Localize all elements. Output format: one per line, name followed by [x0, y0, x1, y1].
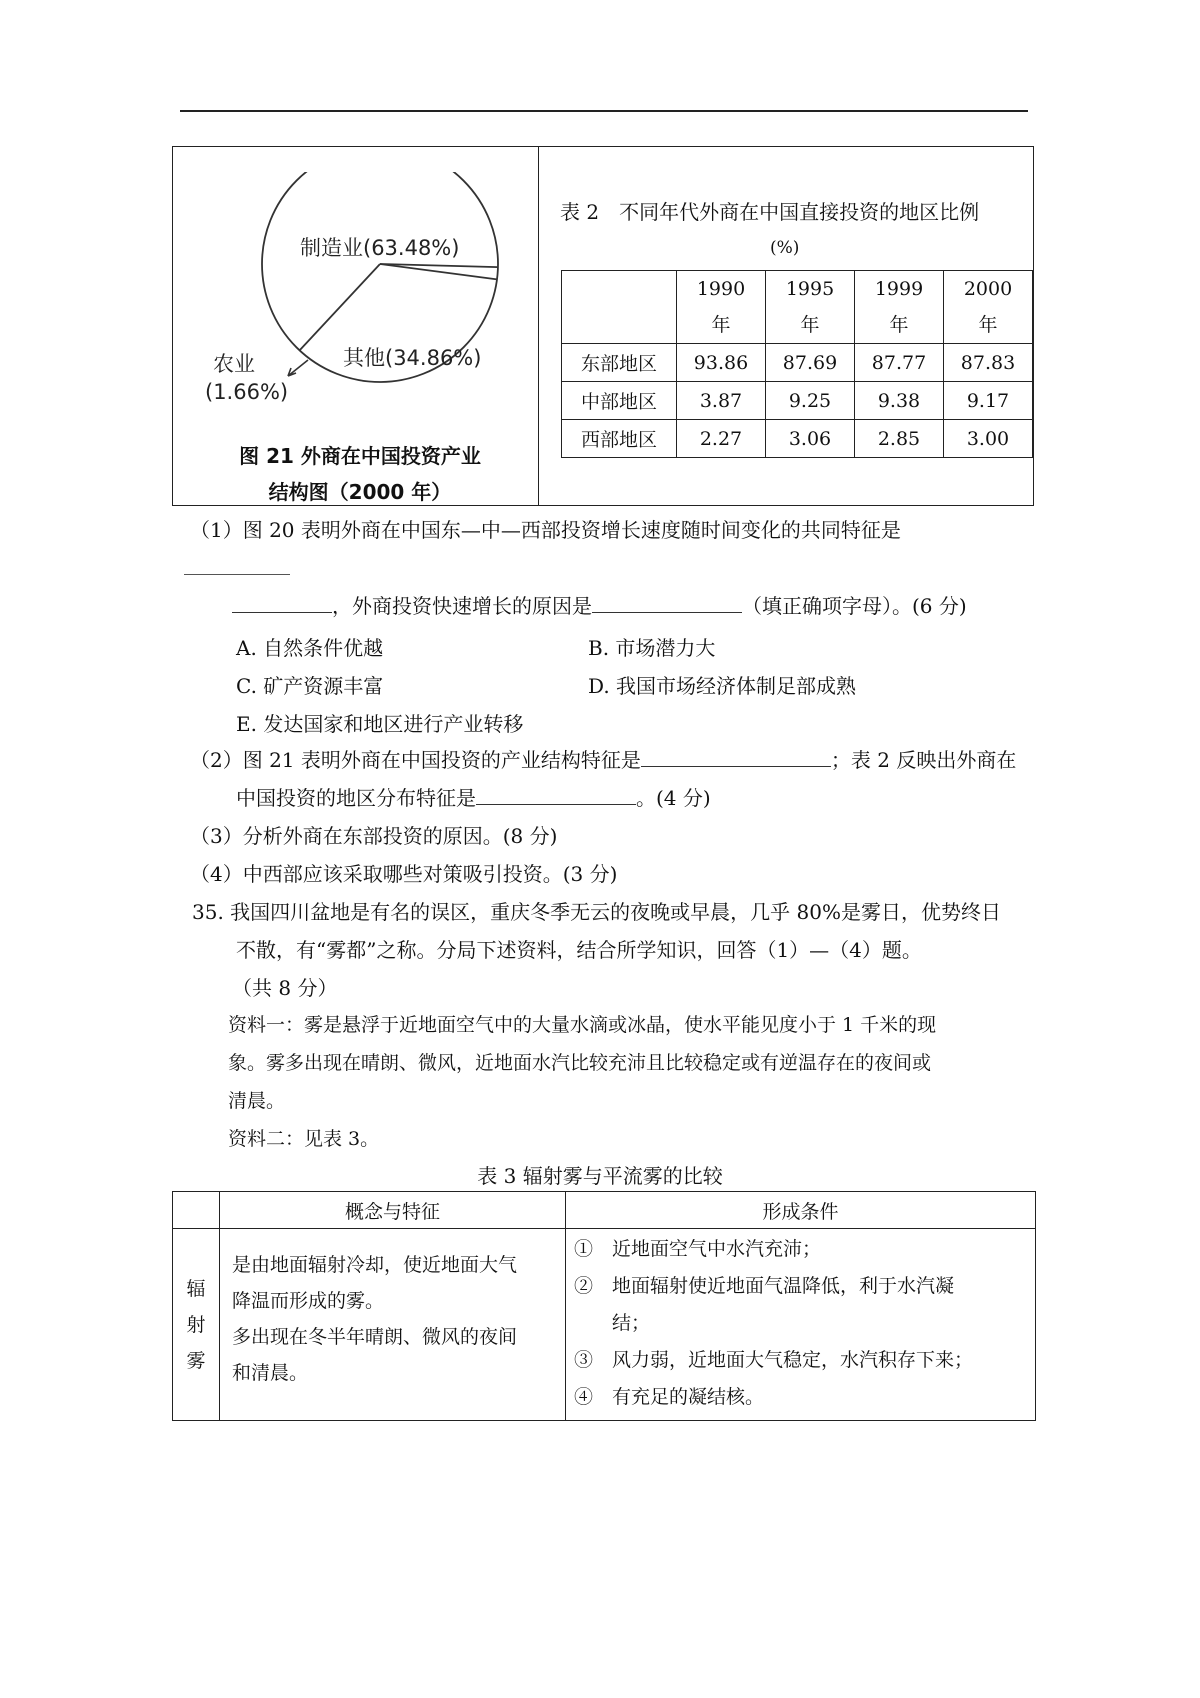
answer-blank: [592, 594, 742, 613]
pie-arrow-agriculture: [288, 360, 308, 376]
table2-year-cell: 1995 年: [766, 271, 855, 344]
table2-value-cell: 3.00: [944, 420, 1033, 458]
answer-blank: [232, 594, 332, 613]
table3-condition-line: ④ 有充足的凝结核。: [574, 1386, 765, 1408]
table3-condition-cell: [566, 1229, 1036, 1421]
table3-head-concept: 概念与特征: [220, 1192, 566, 1229]
pie-label-other: 其他(34.86%): [343, 346, 482, 370]
table3-corner-cell: [173, 1192, 220, 1229]
table3-head-condition: 形成条件: [566, 1192, 1036, 1229]
table3-caption: 表 3 辐射雾与平流雾的比较: [477, 1164, 723, 1188]
table3-concept-cell: [220, 1229, 566, 1421]
table2-year-cell: 2000 年: [944, 271, 1033, 344]
q35-line2: 不散，有“雾都”之称。分局下述资料，结合所学知识，回答（1）—（4）题。: [236, 938, 922, 962]
pie-label-manufacturing: 制造业(63.48%): [300, 236, 460, 260]
table2-region-cell: 东部地区: [562, 344, 677, 382]
table2: [561, 270, 1033, 458]
table-row: [562, 344, 1033, 382]
q35-material1-line1: 资料一：雾是悬浮于近地面空气中的大量水滴或冰晶，使水平能见度小于 1 千米的现: [228, 1014, 937, 1036]
q34-blank-1: [184, 574, 290, 575]
table2-value-cell: 3.87: [677, 382, 766, 420]
table2-region-cell: 西部地区: [562, 420, 677, 458]
table3-concept-line: 降温而形成的雾。: [232, 1290, 385, 1312]
q35-material2: 资料二：见表 3。: [228, 1128, 380, 1150]
pie-label-agriculture-name: 农业: [213, 352, 255, 376]
answer-blank: [641, 748, 831, 767]
header-rule: [180, 110, 1028, 112]
table2-value-cell: 2.85: [855, 420, 944, 458]
table2-value-cell: 87.83: [944, 344, 1033, 382]
option-a: A. 自然条件优越: [236, 636, 384, 660]
table3-concept-line: 多出现在冬半年晴朗、微风的夜间: [232, 1326, 518, 1348]
table2-value-cell: 9.17: [944, 382, 1033, 420]
table2-title: 表 2 不同年代外商在中国直接投资的地区比例: [560, 200, 980, 224]
table2-unit: (%): [770, 238, 800, 258]
pie-slice-boundary-other: [300, 264, 380, 350]
table2-value-cell: 93.86: [677, 344, 766, 382]
q34-part3: （3）分析外商在东部投资的原因。(8 分): [190, 824, 558, 848]
q35-line1: 35. 我国四川盆地是有名的误区，重庆冬季无云的夜晚或早晨，几乎 80%是雾日，优势终日: [192, 900, 1001, 924]
table2-region-cell: 中部地区: [562, 382, 677, 420]
table2-value-cell: 9.38: [855, 382, 944, 420]
table3-condition-line: ② 地面辐射使近地面气温降低，利于水汽凝: [574, 1275, 955, 1297]
figure-caption-line1: 图 21 外商在中国投资产业: [239, 444, 481, 468]
table2-value-cell: 2.27: [677, 420, 766, 458]
table3-condition-line: 结；: [574, 1312, 651, 1334]
table2-year-cell: 1990 年: [677, 271, 766, 344]
table2-value-cell: 87.77: [855, 344, 944, 382]
option-e: E. 发达国家和地区进行产业转移: [236, 712, 524, 736]
answer-blank: [476, 786, 636, 805]
q34-part2-line1: （2）图 21 表明外商在中国投资的产业结构特征是 ；表 2 反映出外商在: [190, 748, 1017, 772]
figure-divider: [538, 146, 539, 506]
q34-part1-line1: （1）图 20 表明外商在中国东—中—西部投资增长速度随时间变化的共同特征是: [190, 518, 901, 542]
q34-part4: （4）中西部应该采取哪些对策吸引投资。(3 分): [190, 862, 618, 886]
q34-part1-line2: ，外商投资快速增长的原因是 （填正确项字母）。(6 分): [232, 594, 967, 616]
table2-year-cell: 1999 年: [855, 271, 944, 344]
figure-caption-line2: 结构图（2000 年）: [268, 480, 452, 504]
option-b: B. 市场潜力大: [588, 636, 716, 660]
option-d: D. 我国市场经济体制足部成熟: [588, 674, 857, 698]
table2-value-cell: 9.25: [766, 382, 855, 420]
pie-label-agriculture-value: (1.66%): [205, 380, 289, 404]
table3-condition-line: ③ 风力弱，近地面大气稳定，水汽积存下来；: [574, 1349, 974, 1371]
option-c: C. 矿产资源丰富: [236, 674, 384, 698]
table3-condition-line: ① 近地面空气中水汽充沛；: [574, 1238, 822, 1260]
table2-value-cell: 87.69: [766, 344, 855, 382]
table2-value-cell: 3.06: [766, 420, 855, 458]
table-row: [173, 1229, 1036, 1421]
table-row: [562, 382, 1033, 420]
table2-header-row: [562, 271, 1033, 344]
q35-material1-line3: 清晨。: [228, 1090, 286, 1112]
table3-concept-line: 和清晨。: [232, 1362, 309, 1384]
table3-concept-line: 是由地面辐射冷却，使近地面大气: [232, 1254, 518, 1276]
table-row: [562, 420, 1033, 458]
table3: [172, 1191, 1036, 1421]
table2-corner-cell: [562, 271, 677, 344]
q35-material1-line2: 象。雾多出现在晴朗、微风，近地面水汽比较充沛且比较稳定或有逆温存在的夜间或: [228, 1052, 932, 1074]
q35-line3: （共 8 分）: [232, 976, 338, 1000]
q34-part2-line2: 中国投资的地区分布特征是 。(4 分): [236, 786, 711, 810]
table3-header-row: [173, 1192, 1036, 1229]
table3-row-label: 辐 射 雾: [173, 1229, 220, 1421]
